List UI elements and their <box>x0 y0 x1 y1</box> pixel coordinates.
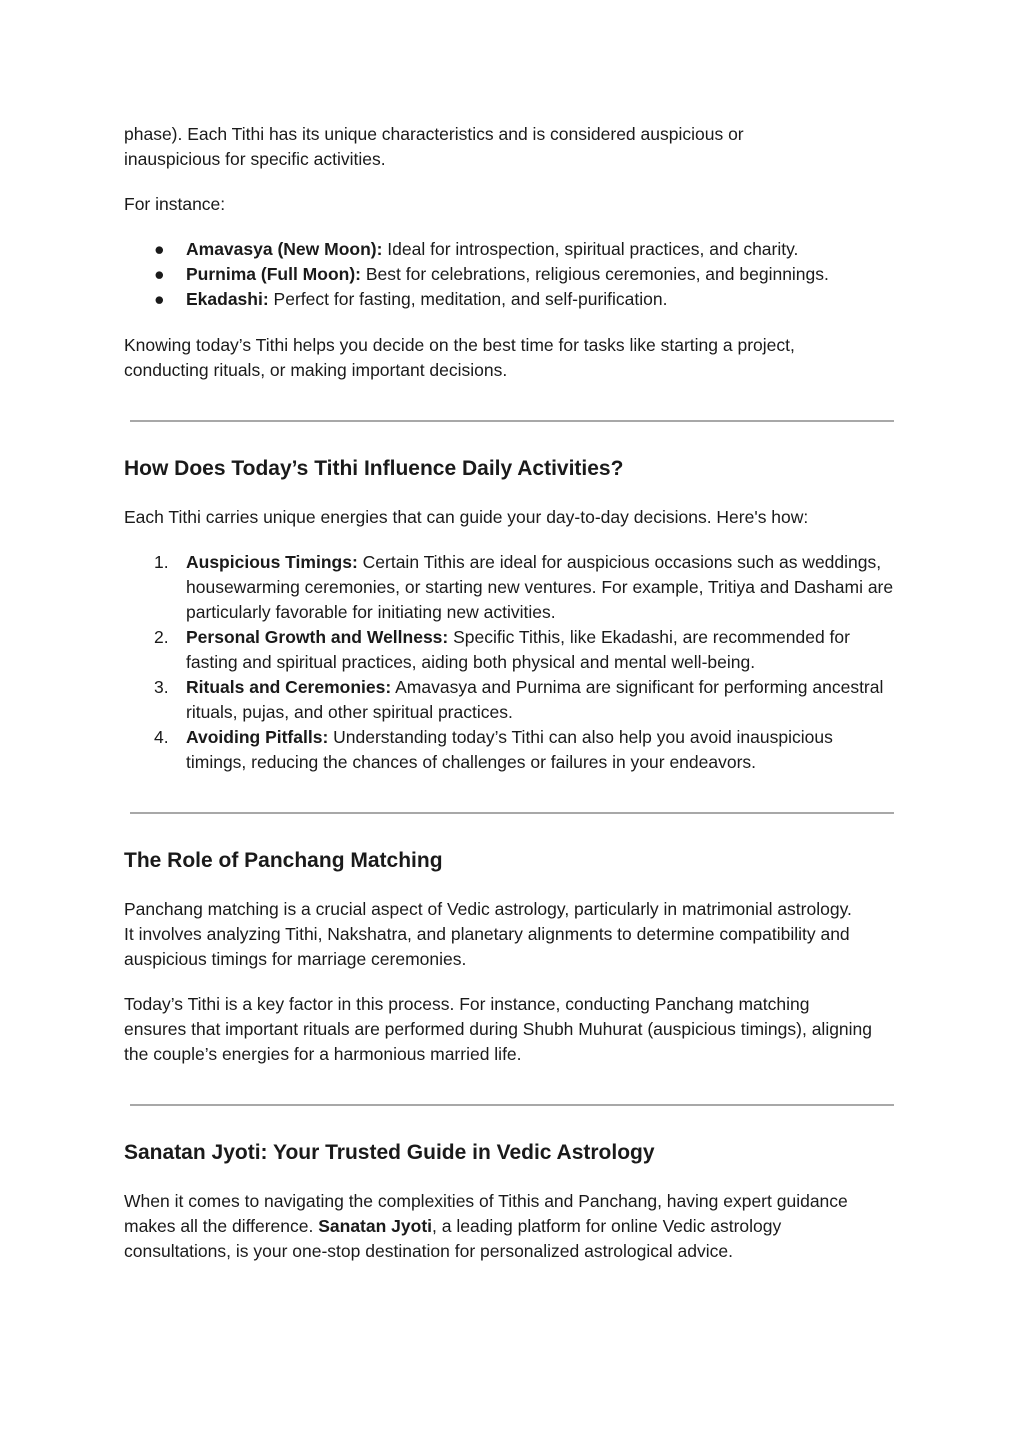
section3-text-before: When it comes to navigating the complexities of Tithis and Panchang, having expert guidance makes all the difference. <box>124 1191 848 1236</box>
section-divider <box>130 1104 894 1106</box>
list-number: 4. <box>154 727 169 747</box>
item-text: Certain Tithis are ideal for auspicious occasions such as weddings, housewarming ceremonies, or starting new ventures. For example, Tritiya and Dashami are particularly favorable for initiating new activities. <box>186 552 894 622</box>
tithi-bullet-list <box>124 237 894 312</box>
list-item <box>124 287 894 312</box>
bullet-text: Perfect for fasting, meditation, and self-purification. <box>268 289 668 309</box>
section3-paragraph <box>124 1189 874 1264</box>
list-item <box>124 675 894 725</box>
list-item <box>124 237 894 262</box>
list-number: 1. <box>154 552 169 572</box>
influence-numbered-list <box>124 550 894 775</box>
for-instance-text: For instance: <box>124 194 226 214</box>
list-item <box>124 550 894 625</box>
item-text: Amavasya and Purnima are significant for performing ancestral rituals, pujas, and other spiritual practices. <box>186 677 884 722</box>
item-term: Rituals and Ceremonies: <box>186 677 392 697</box>
item-term: Avoiding Pitfalls: <box>186 727 329 747</box>
section2-paragraph-2: Today’s Tithi is a key factor in this process. For instance, conducting Panchang matching ensures that important rituals are performed during Shubh Muhurat (auspicious timings), aligning the couple’s energies for a harmonious married life. <box>124 994 873 1064</box>
list-item <box>124 725 894 775</box>
item-text: Specific Tithis, like Ekadashi, are recommended for fasting and spiritual practices, aiding both physical and mental well-being. <box>186 627 850 672</box>
section-heading-panchang-matching: The Role of Panchang Matching <box>124 849 443 872</box>
section-divider <box>130 420 894 422</box>
section3-text-after: , a leading platform for online Vedic astrology consultations, is your one-stop destination for personalized astrological advice. <box>124 1216 782 1261</box>
list-number: 3. <box>154 677 169 697</box>
bullet-term: Ekadashi: <box>186 289 269 309</box>
bullet-term: Amavasya (New Moon): <box>186 239 383 259</box>
sanatan-jyoti-bold: Sanatan Jyoti <box>318 1216 433 1236</box>
item-term: Personal Growth and Wellness: <box>186 627 449 647</box>
list-item <box>124 262 894 287</box>
bullet-marker: ● <box>154 289 165 309</box>
item-term: Auspicious Timings: <box>186 552 358 572</box>
bullet-term: Purnima (Full Moon): <box>186 264 361 284</box>
bullet-text: Best for celebrations, religious ceremonies, and beginnings. <box>360 264 829 284</box>
list-number: 2. <box>154 627 169 647</box>
bullet-marker: ● <box>154 264 165 284</box>
item-text: Understanding today’s Tithi can also help you avoid inauspicious timings, reducing the chances of challenges or failures in your endeavors. <box>186 727 833 772</box>
section1-lead: Each Tithi carries unique energies that can guide your day-to-day decisions. Here's how: <box>124 507 809 527</box>
bullet-marker: ● <box>154 239 165 259</box>
section-heading-tithi-influence: How Does Today’s Tithi Influence Daily Activities? <box>124 457 624 480</box>
section-divider <box>130 812 894 814</box>
intro-paragraph: phase). Each Tithi has its unique characteristics and is considered auspicious or inauspicious for specific activities. <box>124 124 744 169</box>
closing-paragraph: Knowing today’s Tithi helps you decide on the best time for tasks like starting a project, conducting rituals, or making important decisions. <box>124 335 795 380</box>
list-item <box>124 625 894 675</box>
document-page <box>124 122 894 1264</box>
bullet-text: Ideal for introspection, spiritual practices, and charity. <box>382 239 799 259</box>
section2-paragraph-1: Panchang matching is a crucial aspect of Vedic astrology, particularly in matrimonial astrology. It involves analyzing Tithi, Nakshatra, and planetary alignments to determine compatibility and auspicious timings for marriage ceremonies. <box>124 899 852 969</box>
section-heading-sanatan-jyoti: Sanatan Jyoti: Your Trusted Guide in Vedic Astrology <box>124 1141 655 1164</box>
